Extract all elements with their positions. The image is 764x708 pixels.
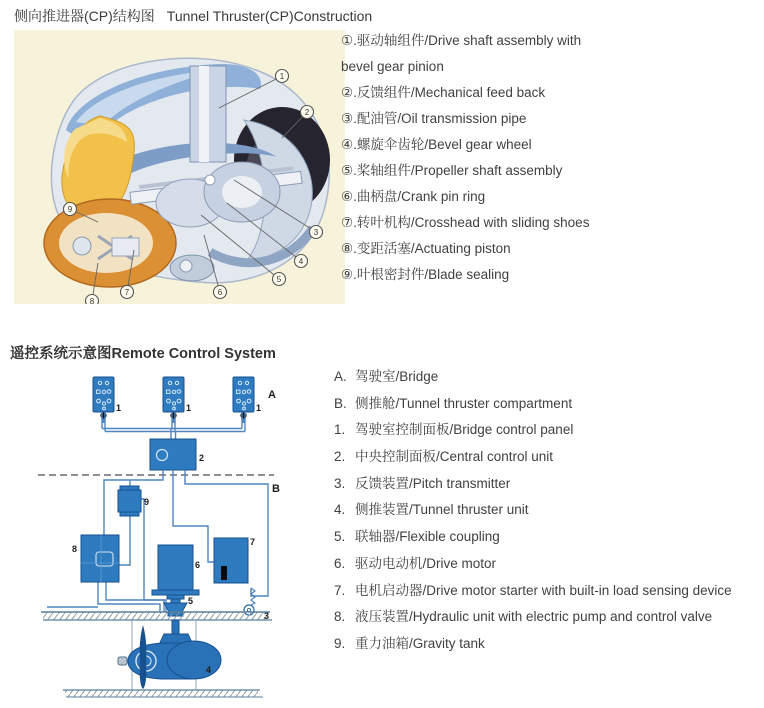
label-panel-1: 1	[256, 403, 262, 413]
legend-item	[334, 391, 762, 418]
label-central-unit-2: 2	[199, 453, 205, 463]
bottom-plating	[63, 690, 263, 697]
legend-text: 驾驶室/Bridge	[355, 369, 439, 384]
gear-case-bearing	[73, 237, 91, 255]
legend-text: 联轴器/Flexible coupling	[355, 529, 500, 545]
section2-title-zh: 遥控系统示意图	[10, 346, 112, 362]
legend-item	[334, 471, 762, 498]
legend-key: 5.	[334, 529, 346, 545]
legend-text: 驱动电动机/Drive motor	[355, 555, 497, 571]
label-bridge-a: A	[268, 389, 276, 401]
legend-line: ③.配油管/Oil transmission pipe	[341, 111, 527, 126]
label-hydraulic-8: 8	[72, 544, 78, 554]
legend-text: 反馈装置/Pitch transmitter	[355, 475, 511, 491]
remote-control-schematic	[28, 366, 330, 708]
legend-line: ①.驱动轴组件/Drive shaft assembly with	[341, 33, 582, 48]
legend-line: ⑦.转叶机构/Crosshead with sliding shoes	[341, 215, 590, 230]
bridge-control-panel	[93, 377, 114, 423]
section2-title-en: Remote Control System	[111, 346, 276, 362]
gravity-tank	[118, 486, 141, 516]
callout-6: 6	[217, 288, 223, 297]
legend-line: ⑨.叶根密封件/Blade sealing	[341, 267, 510, 282]
legend-item	[334, 497, 762, 524]
bridge-control-panel	[233, 377, 254, 423]
callout-4: 4	[298, 257, 304, 266]
legend-key: 7.	[334, 582, 346, 598]
legend-key: B.	[334, 395, 347, 411]
legend-item	[334, 578, 762, 605]
legend-text: 驾驶室控制面板/Bridge control panel	[355, 422, 574, 438]
callout-9: 9	[67, 205, 73, 214]
label-panel-1: 1	[186, 403, 192, 413]
label-transmitter-3: 3	[264, 611, 270, 621]
legend-key: 9.	[334, 635, 346, 651]
bevel-gear-face	[222, 176, 262, 208]
callout-1: 1	[279, 72, 285, 81]
legend-key: A.	[334, 369, 347, 384]
section1-title-zh: 侧向推进器(CP)结构图	[14, 8, 155, 24]
hydraulic-unit	[81, 535, 119, 582]
legend-key: 1.	[334, 422, 346, 438]
motor-starter	[214, 538, 248, 583]
legend-item	[334, 551, 762, 578]
legend-text: 液压装置/Hydraulic unit with electric pump and control valve	[355, 609, 713, 625]
propeller-blade	[140, 625, 147, 689]
legend-key: 2.	[334, 449, 346, 465]
propeller-hub-cap	[118, 657, 127, 665]
legend-item	[334, 604, 762, 631]
label-coupling-5: 5	[188, 596, 194, 606]
legend-key: 8.	[334, 609, 346, 625]
callout-8: 8	[89, 297, 95, 304]
legend-item	[334, 631, 762, 658]
callout-5: 5	[276, 275, 282, 284]
label-starter-7: 7	[250, 537, 256, 547]
legend-item	[334, 524, 762, 551]
legend-key: 6.	[334, 555, 346, 571]
tunnel-thruster-unit	[118, 620, 221, 689]
legend-text: 电机启动器/Drive motor starter with built-in load sensing device	[355, 582, 732, 598]
label-gravity-tank-9: 9	[144, 497, 150, 507]
drive-shaft-highlight	[199, 66, 209, 162]
section1-title-en: Tunnel Thruster(CP)Construction	[166, 8, 373, 24]
label-thruster-4: 4	[206, 665, 212, 675]
bridge-control-panel	[163, 377, 184, 423]
legend-key: 4.	[334, 502, 346, 518]
pitch-transmitter	[244, 588, 255, 615]
label-compartment-b: B	[272, 483, 280, 495]
legend-text: 中央控制面板/Central control unit	[355, 449, 554, 465]
drive-motor	[152, 545, 199, 595]
schematic-legend	[334, 364, 762, 658]
legend-line: ⑧.变距活塞/Actuating piston	[341, 241, 511, 256]
label-motor-6: 6	[195, 560, 201, 570]
legend-line: ⑥.曲柄盘/Crank pin ring	[341, 189, 486, 204]
cutaway-legend	[341, 28, 761, 288]
callout-7: 7	[124, 288, 130, 297]
legend-line: bevel gear pinion	[341, 59, 444, 74]
bottom-boss-cap	[180, 260, 192, 272]
legend-line: ⑤.桨轴组件/Propeller shaft assembly	[341, 163, 563, 178]
callout-3: 3	[313, 228, 319, 237]
legend-text: 侧推舱/Tunnel thruster compartment	[355, 395, 573, 411]
callout-2: 2	[304, 108, 310, 117]
legend-item	[334, 444, 762, 471]
actuating-piston-block	[112, 238, 139, 256]
shaft-bolt	[205, 175, 215, 185]
legend-line: ④.螺旋伞齿轮/Bevel gear wheel	[341, 137, 532, 152]
deck	[41, 612, 272, 620]
legend-text: 重力油箱/Gravity tank	[355, 635, 485, 651]
legend-line: ②.反馈组件/Mechanical feed back	[341, 85, 546, 100]
legend-item	[334, 417, 762, 444]
section2-title	[10, 342, 276, 363]
legend-text: 侧推装置/Tunnel thruster unit	[355, 502, 529, 518]
section1-title	[14, 6, 372, 26]
legend-item	[334, 364, 762, 391]
legend-key: 3.	[334, 475, 346, 491]
label-panel-1: 1	[116, 403, 122, 413]
tunnel-thruster-cutaway-illustration	[14, 30, 345, 304]
